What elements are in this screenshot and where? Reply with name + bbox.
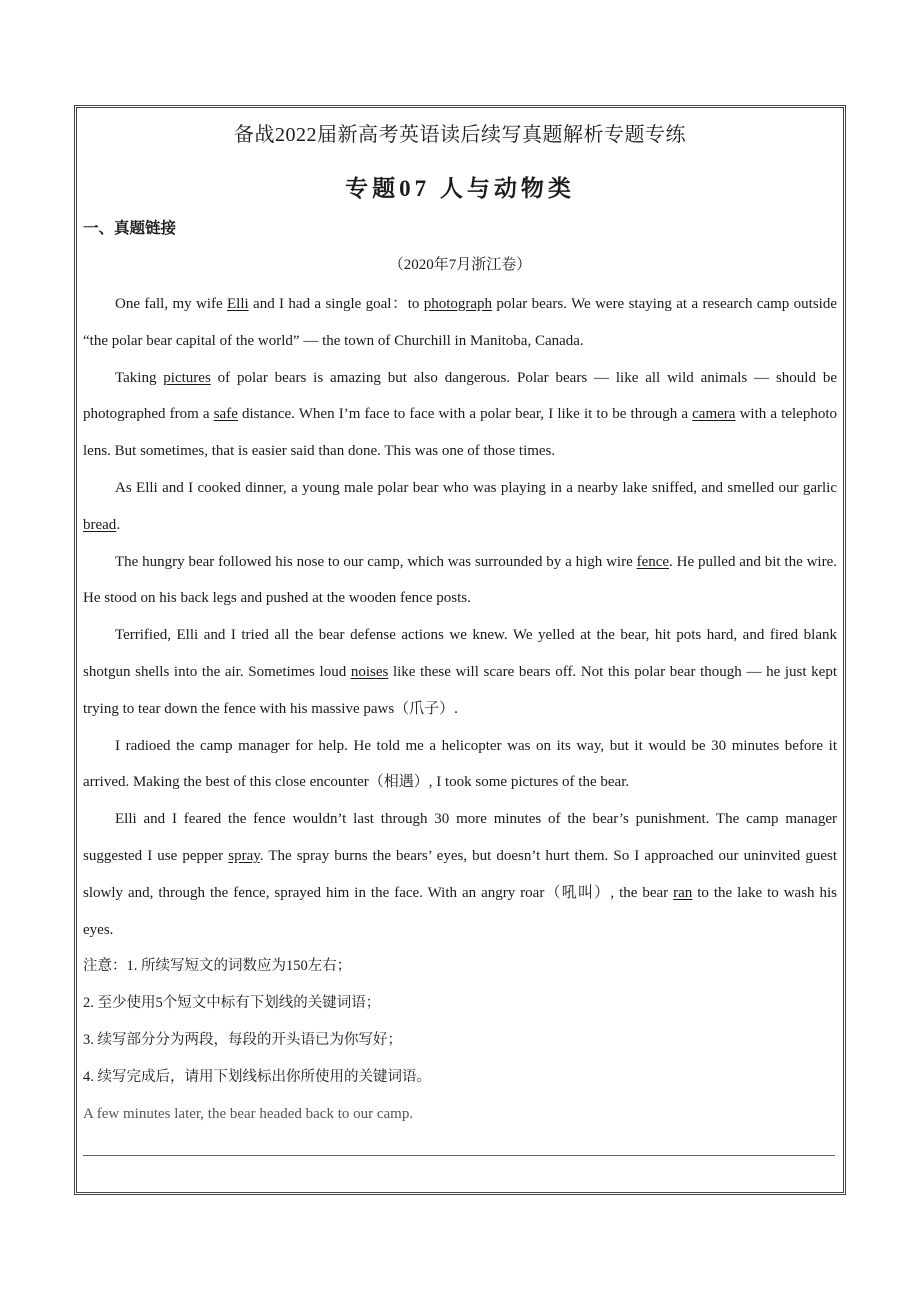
note-2: 2. 至少使用5个短文中标有下划线的关键词语； bbox=[83, 995, 381, 1012]
section-heading: 一、真题链接 bbox=[83, 220, 177, 237]
passage bbox=[83, 286, 837, 948]
key-word: pictures bbox=[163, 369, 211, 386]
key-word: spray bbox=[228, 847, 260, 864]
key-word: Elli bbox=[227, 296, 249, 312]
key-word: ran bbox=[673, 884, 693, 901]
document-title: 备战2022届新高考英语读后续写真题解析专题专练 bbox=[234, 124, 686, 146]
answer-blank-line[interactable] bbox=[83, 1155, 835, 1156]
note-3: 3. 续写部分分为两段，每段的开头语已为你写好； bbox=[83, 1031, 402, 1048]
exam-source: （2020年7月浙江卷） bbox=[388, 257, 532, 273]
key-word: safe bbox=[213, 406, 238, 423]
instructions bbox=[83, 948, 837, 1095]
paragraph-3: As Elli and I cooked dinner, a young male polar bear who was playing in a nearby lake sniffed, and smelled our garlic bread. bbox=[83, 479, 837, 533]
paragraph-2: Taking pictures of polar bears is amazing but also dangerous. Polar bears — like all wild animals — should be photographed from a safe distance. When I’m face to face with a polar bear, I like it to be through a camera with a telephoto lens. But sometimes, that is easier said than done. This was one of those times. bbox=[83, 369, 837, 460]
paragraph-6: I radioed the camp manager for help. He told me a helicopter was on its way, but it would be 30 minutes before it arrived. Making the best of this close encounter（相遇）, I took some pictures of the bear. bbox=[83, 737, 837, 791]
topic-heading: 专题07 人与动物类 bbox=[345, 176, 575, 201]
paragraph-4: The hungry bear followed his nose to our camp, which was surrounded by a high wire fence. He pulled and bit the wire. He stood on his back legs and pushed at the wooden fence posts. bbox=[83, 553, 837, 607]
note-4: 4. 续写完成后，请用下划线标出你所使用的关键词语。 bbox=[83, 1068, 431, 1085]
document-body bbox=[83, 112, 837, 1132]
paragraph-7: Elli and I feared the fence wouldn’t last through 30 more minutes of the bear’s punishment. The camp manager suggested I use pepper spray. The spray burns the bears’ eyes, but doesn’t hurt them. So I approached our uninvited guest slowly and, through the fence, sprayed him in the face. With an angry roar（吼叫）, the bear ran to the lake to wash his eyes. bbox=[83, 811, 837, 938]
note-1: 注意：1. 所续写短文的词数应为150左右； bbox=[83, 958, 352, 975]
key-word: photograph bbox=[423, 296, 493, 312]
key-word: camera bbox=[692, 406, 736, 423]
key-word: noises bbox=[350, 663, 389, 680]
continuation-starter: A few minutes later, the bear headed back to our camp. bbox=[83, 1105, 414, 1122]
paragraph-1: One fall, my wife Elli and I had a single goal：to photograph polar bears. We were staying at a research camp outside “the polar bear capital of the world” — the town of Churchill in Manitoba, Canada. bbox=[83, 296, 837, 349]
key-word: bread bbox=[83, 516, 117, 533]
key-word: fence bbox=[636, 553, 670, 570]
paragraph-5: Terrified, Elli and I tried all the bear defense actions we knew. We yelled at the bear, hit pots hard, and fired blank shotgun shells into the air. Sometimes loud noises like these will scare bears off. Not this polar bear though — he just kept trying to tear down the fence with his massive paws（爪子）. bbox=[83, 627, 837, 717]
